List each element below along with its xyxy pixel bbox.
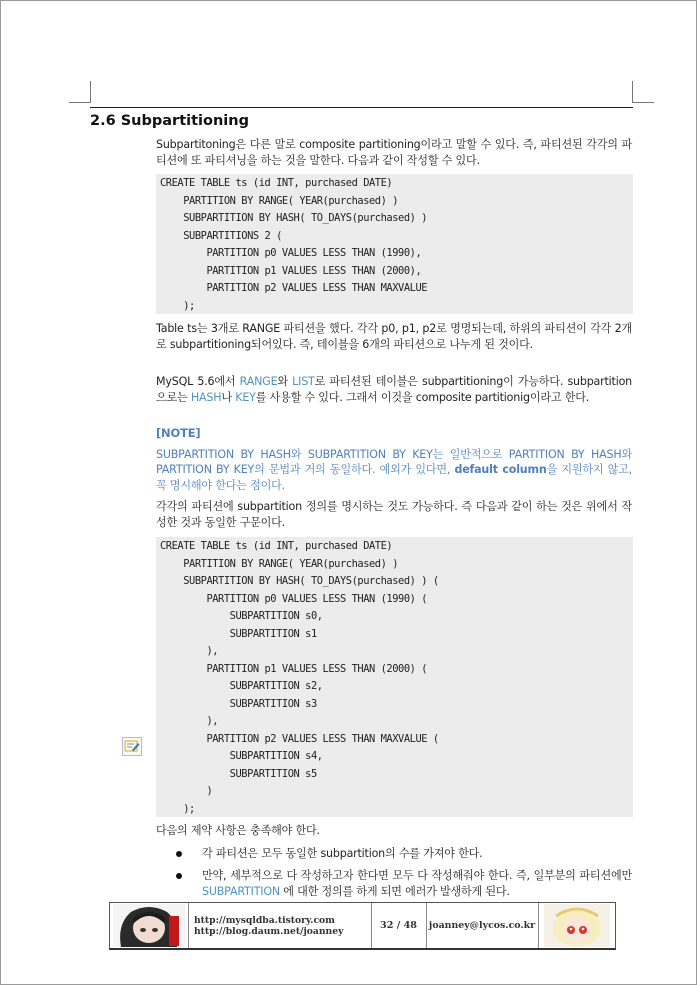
code-line: SUBPARTITION s4,	[160, 750, 323, 762]
bullet-item-2: 만약, 세부적으로 다 작성하고자 한다면 모두 다 작성해줘야 한다. 즉, 일부분의 파티션에만 SUBPARTITION 에 대한 정의를 하게 되면 에러가 발생하게 된다.	[202, 869, 632, 898]
crop-mark-right-vertical	[632, 81, 633, 103]
code-line: )	[160, 785, 213, 797]
bullet-item-1: 각 파티션은 모두 동일한 subpartition의 수를 가져야 한다.	[202, 847, 483, 860]
footer-urls	[194, 915, 343, 937]
code-line: CREATE TABLE ts (id INT, purchased DATE)	[160, 540, 393, 552]
code-line: SUBPARTITION BY HASH( TO_DAYS(purchased) )	[160, 212, 428, 224]
header-rule	[90, 107, 633, 108]
code-line: SUBPARTITION s1	[160, 627, 317, 640]
code-line: PARTITION p2 VALUES LESS THAN MAXVALUE (	[160, 732, 439, 745]
crop-mark-right-horizontal	[632, 102, 654, 103]
hash-keyword: HASH	[190, 390, 222, 404]
code-line: SUBPARTITION s2,	[160, 680, 323, 692]
range-keyword: RANGE	[239, 375, 278, 388]
crop-mark-left-vertical	[90, 81, 91, 103]
memo-icon[interactable]	[122, 737, 142, 756]
footer-urls-cell	[188, 903, 372, 948]
code-block-2	[156, 537, 633, 817]
crop-mark-left-horizontal	[69, 102, 91, 103]
code-line: PARTITION p0 VALUES LESS THAN (1990),	[160, 247, 422, 259]
key-keyword: KEY	[235, 390, 256, 404]
note-paragraph: SUBPARTITION BY HASH와 SUBPARTITION BY KEY는 일반적으로 PARTITION BY HASH와 PARTITION BY KEY의 문법과 거의 동일하다. 예외가 있다면, default column을 지원하지 않고, 꼭 명시해야 한다는 점이다.	[156, 448, 632, 492]
note-title: [NOTE]	[156, 426, 201, 440]
section-heading: 2.6 Subpartitioning	[90, 113, 249, 129]
code-line: SUBPARTITION s3	[160, 697, 317, 710]
footer-avatar-right	[538, 903, 614, 948]
code-line: PARTITION p1 VALUES LESS THAN (2000),	[160, 264, 422, 277]
code-line: PARTITION BY RANGE( YEAR(purchased) )	[160, 194, 399, 207]
footer-url-daum[interactable]: http://blog.daum.net/joanney	[194, 926, 344, 937]
explain-paragraph: Table ts는 3개로 RANGE 파티션을 했다. 각각 p0, p1, p2로 명명되는데, 하위의 파티션이 각각 2개로 subpartitioning되어있다. 즉, 테이블을 6개의 파티션으로 나누게 된 것이다.	[156, 322, 632, 351]
code-line: SUBPARTITION s0,	[160, 610, 323, 622]
constraints-paragraph: 다음의 제약 사항은 충족해야 한다.	[156, 824, 320, 837]
intro-paragraph: Subpartitoning은 다른 말로 composite partitioning이라고 말할 수 있다. 즉, 파티션된 각각의 파티션에 또 파티셔닝을 하는 것을 말한다. 다음과 같이 작성할 수 있다.	[156, 138, 632, 167]
code-line: CREATE TABLE ts (id INT, purchased DATE)	[160, 177, 393, 189]
character-portrait-left-icon	[113, 904, 185, 947]
code-line: PARTITION p0 VALUES LESS THAN (1990) (	[160, 592, 428, 605]
code-line: SUBPARTITION BY HASH( TO_DAYS(purchased) ) (	[160, 575, 439, 587]
page-footer	[109, 902, 616, 950]
code-block-1	[156, 174, 633, 314]
list-keyword: LIST	[292, 375, 315, 388]
code-line: SUBPARTITIONS 2 (	[160, 229, 282, 242]
note-emphasis: default column	[454, 463, 547, 477]
code-line: PARTITION p2 VALUES LESS THAN MAXVALUE	[160, 282, 428, 294]
page-number: 32 / 48	[380, 920, 417, 931]
code-line: );	[160, 299, 195, 312]
footer-page-cell	[371, 903, 427, 948]
mysql-paragraph: MySQL 5.6에서 RANGE와 LIST로 파티션된 테이블은 subpartitioning이 가능하다. subpartition으로는 HASH나 KEY를 사용할 수 있다. 그래서 이것을 composite partitionig이라고 한다.	[156, 375, 632, 404]
code-line: ),	[160, 645, 219, 657]
bullet-dot	[176, 873, 182, 879]
code-line: ),	[160, 715, 219, 727]
code-line: );	[160, 802, 195, 815]
author-email[interactable]: joanney@lycos.co.kr	[428, 920, 536, 931]
explicit-paragraph: 각각의 파티션에 subpartition 정의를 명시하는 것도 가능하다. 즉 다음과 같이 하는 것은 위에서 작성한 것과 동일한 구문이다.	[156, 500, 632, 529]
character-portrait-right-icon	[544, 904, 610, 947]
code-line: PARTITION BY RANGE( YEAR(purchased) )	[160, 557, 399, 570]
code-line: SUBPARTITION s5	[160, 767, 317, 780]
code-line: PARTITION p1 VALUES LESS THAN (2000) (	[160, 662, 428, 675]
bullet-dot	[176, 851, 182, 857]
footer-avatar-left	[110, 903, 189, 948]
subpartition-keyword: SUBPARTITION	[202, 884, 280, 898]
footer-url-tistory[interactable]: http://mysqldba.tistory.com	[194, 915, 335, 926]
footer-email-cell	[426, 903, 539, 948]
memo-pencil-icon	[123, 738, 141, 755]
